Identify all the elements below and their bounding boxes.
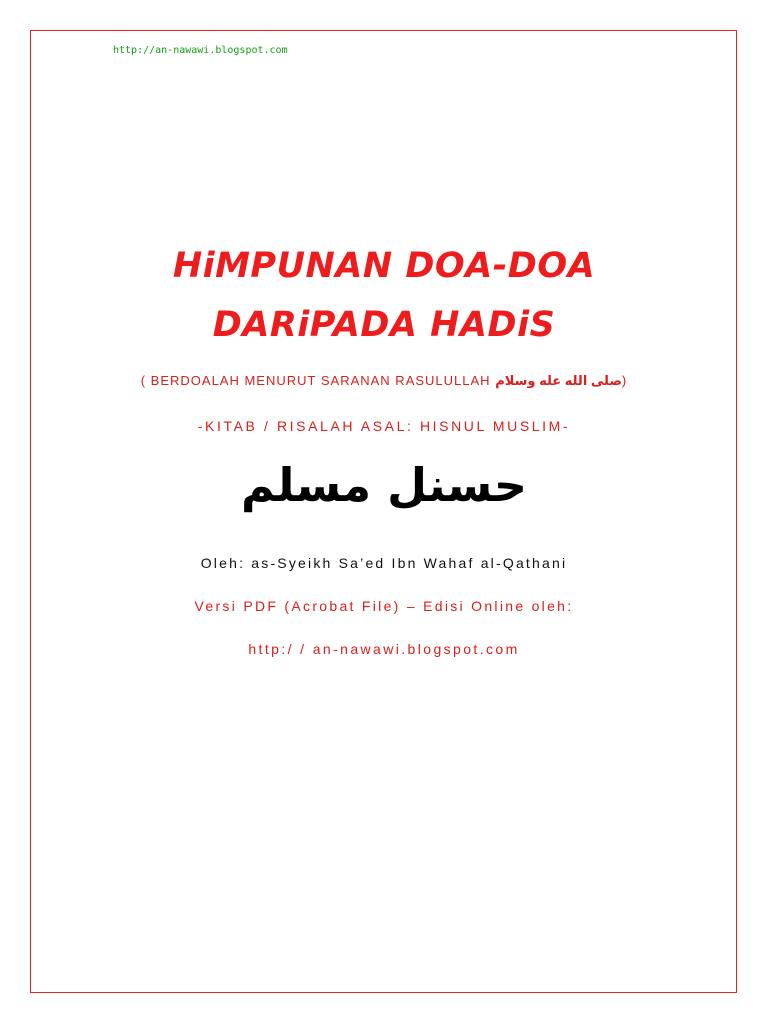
title-line-2: DARiPADA HADiS	[212, 305, 556, 345]
arabic-title: حسنل مسلم	[241, 458, 527, 512]
author-line: Oleh: as-Syeikh Sa’ed Ibn Wahaf al-Qathani	[200, 555, 568, 571]
kitab-line: -KITAB / RISALAH ASAL: HISNUL MUSLIM-	[197, 418, 571, 434]
footer-url-link[interactable]: http:/ / an-nawawi.blogspot.com	[248, 641, 520, 657]
subtitle-close: )	[621, 373, 628, 388]
title-line-1: HiMPUNAN DOA-DOA	[172, 246, 596, 286]
subtitle-arabic-salutation: صلى الله عله وسلام	[495, 373, 622, 388]
subtitle-text: ( BERDOALAH MENURUT SARANAN RASULULLAH	[140, 373, 496, 388]
version-line: Versi PDF (Acrobat File) – Edisi Online oleh:	[194, 598, 574, 614]
header-url-link[interactable]: http://an-nawawi.blogspot.com	[113, 45, 288, 56]
subtitle	[0, 373, 768, 389]
